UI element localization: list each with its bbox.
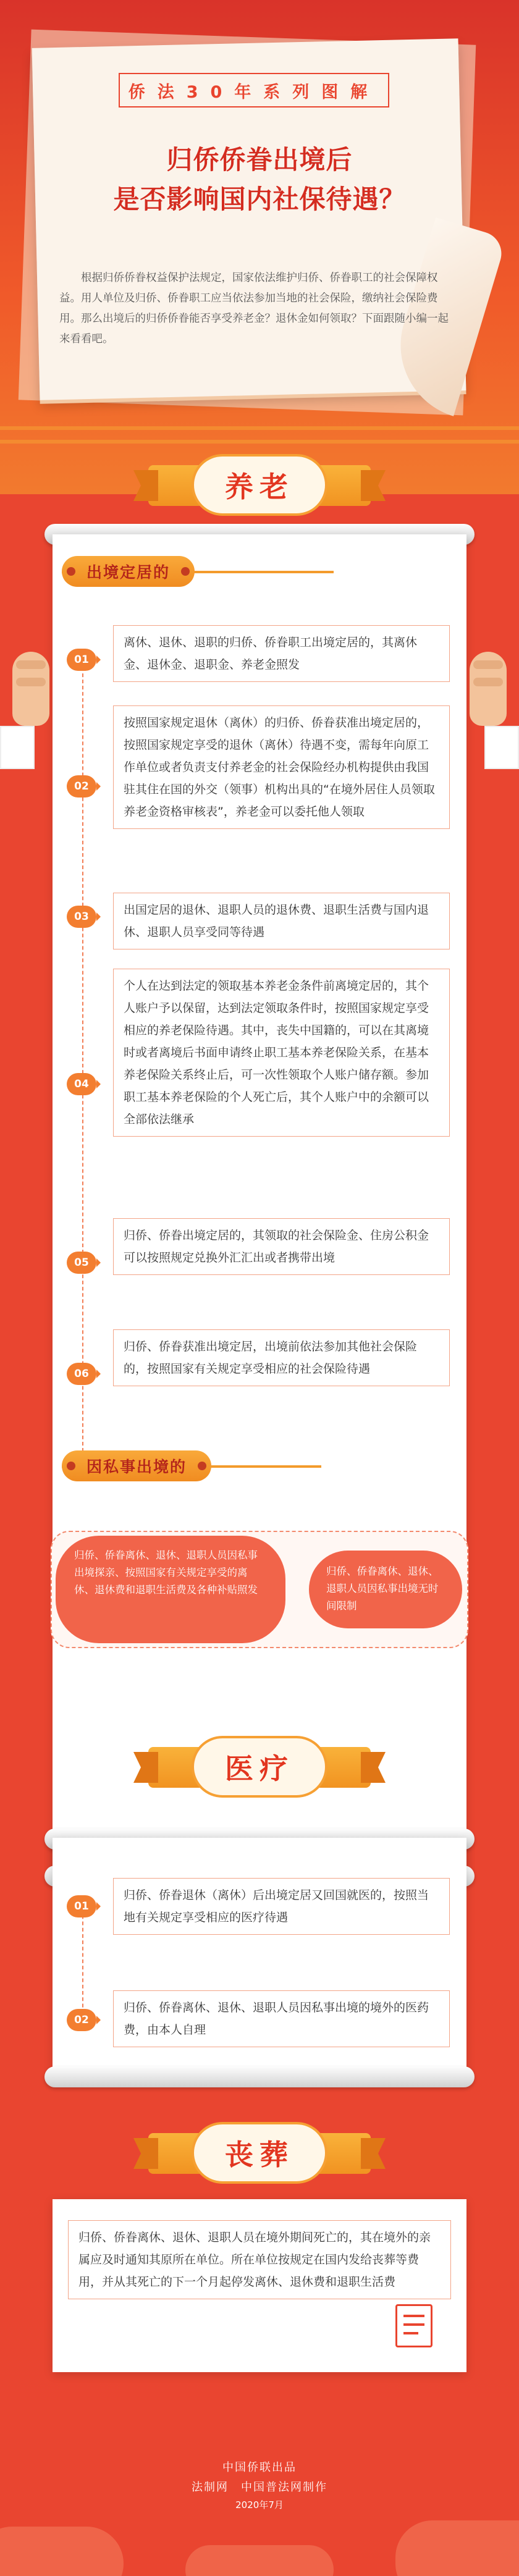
left-hand-icon: [12, 652, 49, 726]
cloud-decor: [185, 2545, 334, 2576]
funeral-text: 归侨、侨眷离休、退休、退职人员在境外期间死亡的，其在境外的亲属应及时通知其原所在单位。所在单位按规定在国内发给丧葬等费用，并从其死亡的下一个月起停发离休、退休费和退职生活费: [68, 2220, 451, 2299]
pension-item: 归侨、侨眷获准出境定居，出境前依法参加其他社会保险的，按照国家有关规定享受相应的社会保险待遇: [113, 1329, 450, 1386]
footer-maker: 法制网 中国普法网制作: [192, 2481, 327, 2494]
footer-producer: 中国侨联出品: [222, 2461, 297, 2474]
subsection-tag-settle-abroad: 出境定居的: [62, 556, 195, 587]
medical-item: 归侨、侨眷退休（离休）后出境定居又回国就医的，按照当地有关规定享受相应的医疗待遇: [113, 1878, 450, 1935]
section-title-funeral: 丧葬: [192, 2122, 327, 2184]
series-tag: 侨法30年系列图解: [119, 73, 389, 107]
right-cuff: [484, 726, 519, 769]
footer-date: 2020年7月: [235, 2499, 284, 2511]
decor-stripe: [0, 426, 519, 430]
section-banner-pension: [148, 454, 371, 516]
cloud-decor: [395, 2520, 519, 2576]
left-cuff: [0, 726, 35, 769]
section-banner-funeral: [148, 2122, 371, 2184]
page-title-line1: 归侨侨眷出境后: [166, 145, 353, 175]
pension-item: 离休、退休、退职的归侨、侨眷职工出境定居的，其离休金、退休金、退职金、养老金照发: [113, 625, 450, 682]
section-title-pension: 养老: [192, 454, 327, 516]
item-number: 02: [67, 775, 96, 798]
intro-text: 根据归侨侨眷权益保护法规定，国家依法维护归侨、侨眷职工的社会保障权益。用人单位及归侨、侨眷职工应当依法参加当地的社会保险，缴纳社会保险费用。那么出境后的归侨侨眷能否享受养老金？退休金如何领取？下面跟随小编一起来看看吧。: [59, 272, 449, 345]
pension-item: 个人在达到法定的领取基本养老金条件前离境定居的，其个人账户予以保留，达到法定领取条件时，按照国家规定享受相应的养老保险待遇。其中，丧失中国籍的，可以在其离境时或者离境后书面申请终止职工基本养老保险关系，在基本养老保险关系终止后，可一次性领取个人账户储存额。参加职工基本养老保险的个人死亡后，其个人账户中的余额可以全部依法继承: [113, 969, 450, 1137]
scroll-roll-bottom: [44, 2066, 475, 2087]
pension-item: 归侨、侨眷出境定居的，其领取的社会保险金、住房公积金可以按照规定兑换外汇汇出或者携带出境: [113, 1218, 450, 1275]
pension-item: 按照国家规定退休（离休）的归侨、侨眷获准出境定居的，按照国家规定享受的退休（离休）待遇不变，需每年向原工作单位或者负责支付养老金的社会保险经办机构提供由我国驻其住在国的外交（领事）机构出具的“在境外居住人员领取养老金资格审核表”，养老金可以委托他人领取: [113, 705, 450, 829]
subsection-tag-private-travel: 因私事出境的: [62, 1450, 211, 1481]
private-travel-right: 归侨、侨眷离休、退休、退职人员因私事出境无时间限制: [309, 1551, 462, 1628]
section-banner-medical: [148, 1736, 371, 1798]
item-number: 01: [67, 1895, 96, 1917]
medical-item: 归侨、侨眷离休、退休、退职人员因私事出境的境外的医药费，由本人自理: [113, 1990, 450, 2047]
item-number: 03: [67, 906, 96, 928]
page-title-line2: 是否影响国内社保待遇？: [113, 184, 406, 214]
timeline-line: [82, 1909, 83, 2020]
item-number: 05: [67, 1252, 96, 1274]
decor-stripe: [0, 440, 519, 444]
document-icon: [395, 2304, 432, 2347]
right-hand-icon: [470, 652, 507, 726]
pension-item: 出国定居的退休、退职人员的退休费、退职生活费与国内退休、退职人员享受同等待遇: [113, 893, 450, 949]
item-number: 06: [67, 1363, 96, 1385]
private-travel-left: 归侨、侨眷离休、退休、退职人员因私事出境探亲、按照国家有关规定享受的离休、退休费和退职生活费及各种补贴照发: [56, 1536, 285, 1643]
cloud-decor: [0, 2527, 124, 2576]
item-number: 02: [67, 2009, 96, 2031]
item-number: 04: [67, 1073, 96, 1095]
section-title-medical: 医疗: [192, 1736, 327, 1798]
item-number: 01: [67, 649, 96, 671]
